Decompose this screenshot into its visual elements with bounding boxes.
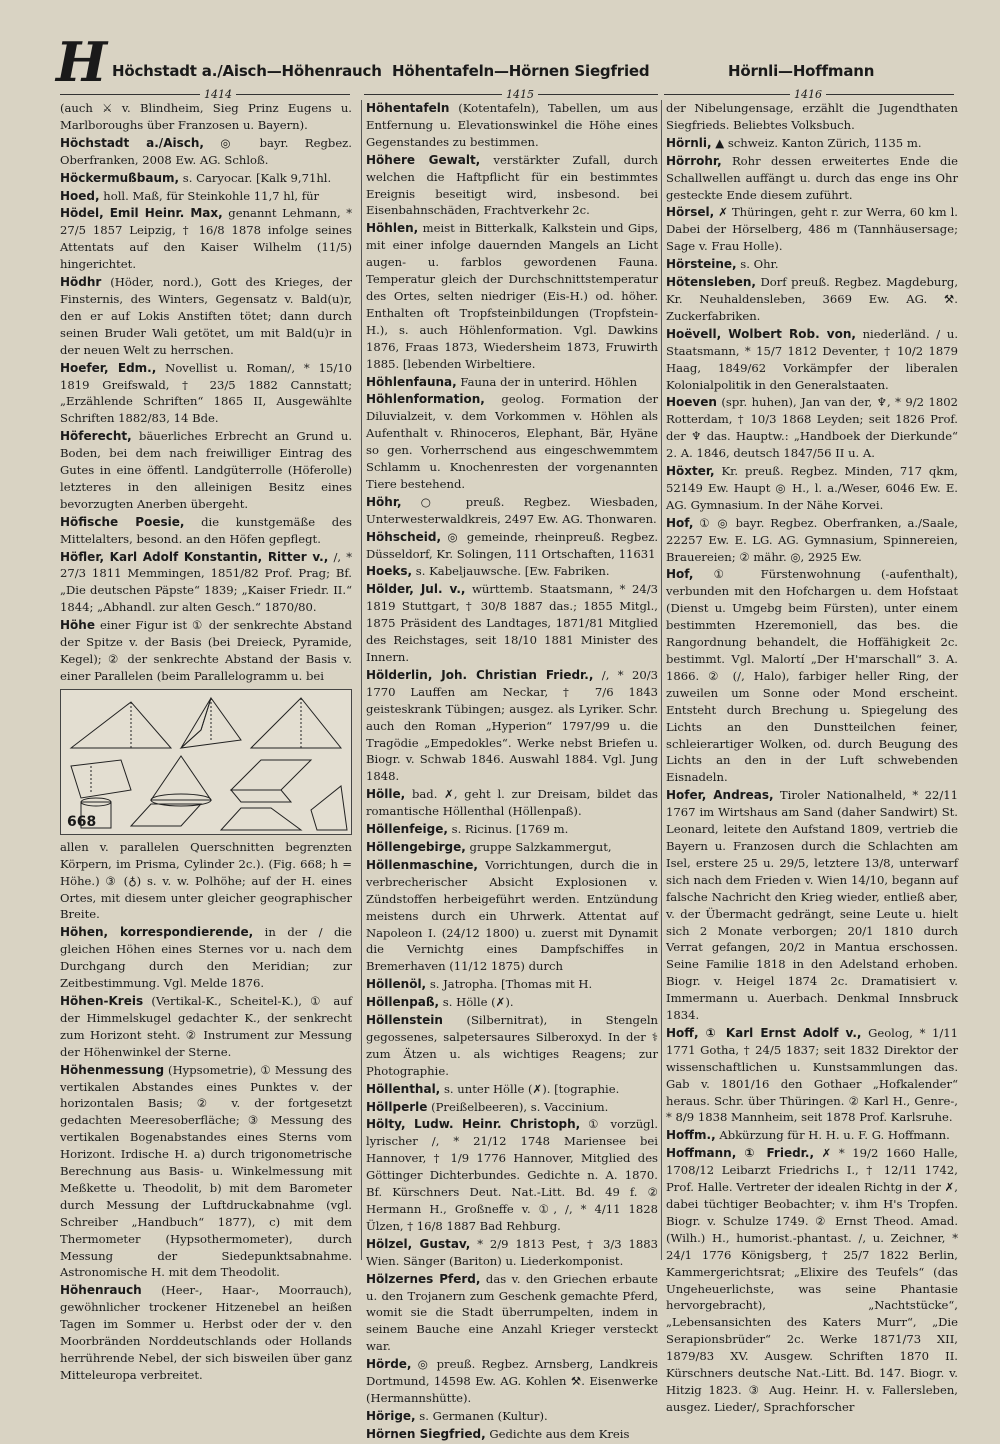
dictionary-entry	[666, 135, 958, 152]
entry-text: (Höder, nord.), Gott des Krieges, der Finsternis, des Winters, Gegensatz v. Bald(u)r, den er auf Lokis Anstiften tötet; dann durch seinen Bruder Wali getötet, um mit Bald(u)r in der neuen Welt zu herrschen.	[60, 275, 353, 357]
dictionary-entry	[366, 581, 658, 666]
dictionary-entry	[366, 857, 658, 975]
entry-headword: Hörnli,	[666, 135, 712, 150]
entry-text: (Kotentafeln), Tabellen, um aus Entfernung u. Elevationswinkel die Höhe eines Gegenstandes zu bestimmen.	[366, 101, 658, 149]
entry-text: niederländ. / u. Staatsmann, * 15/7 1812 Deventer, † 10/2 1879 Haag, 1849/62 Vorkämpfer der liberalen Kolonialpolitik in den Generalstaaten.	[666, 326, 958, 392]
dictionary-entry	[366, 1408, 658, 1425]
entry-text: bad. ✗, geht l. zur Dreisam, bildet das romantische Höllenthal (Höllenpaß).	[366, 787, 658, 819]
dictionary-entry	[366, 667, 658, 785]
entry-headword: Hörsteine,	[666, 257, 737, 272]
entry-headword: Höllenmaschine,	[366, 857, 478, 872]
entry-text: s. unter Hölle (✗). [tographie.	[443, 1081, 620, 1096]
entry-text: (Heer-, Haar-, Moorrauch), gewöhnlicher trockener Hitzenebel an heißen Tagen im Sommer u. Herbst oder der v. den Moorbränden Norddeutschlands oder Hollands herrührende Nebel, der sich bisweilen über ganz Mitteleuropa verbreitet.	[60, 1283, 352, 1382]
dictionary-entry	[666, 566, 958, 786]
entry-headword: Hölzernes Pferd,	[366, 1271, 481, 1286]
dictionary-entry	[60, 1282, 352, 1383]
entry-headword: Hoëvell, Wolbert Rob. von,	[666, 326, 856, 341]
entry-text: der Nibelungensage, erzählt die Jugendthaten Siegfrieds. Beliebtes Volksbuch.	[666, 101, 958, 132]
dictionary-entry	[366, 1356, 658, 1407]
entry-text: s. Hölle (✗).	[442, 995, 514, 1010]
dictionary-entry	[666, 100, 958, 134]
entry-text: s. Jatropha. [Thomas mit H.	[429, 977, 593, 992]
entry-headword: Hödel, Emil Heinr. Max,	[60, 206, 223, 221]
entry-headword: Höhen, korrespondierende,	[60, 925, 254, 940]
dictionary-entry	[366, 529, 658, 563]
entry-text: holl. Maß, für Steinkohle 11,7 hl, für	[103, 188, 320, 203]
entry-text: Novellist u. Roman/, * 15/10 1819 Greifswald, † 23/5 1882 Cannstatt; „Erzählende Schriften“ 1865 II, Ausgewählte Schriften 1882/83, 14 Bde.	[60, 360, 352, 426]
entry-text: geolog. Formation der Diluvialzeit, v. dem Vorkommen v. Höhlen als Aufenthalt v. Rhinoceros, Elephant, Bär, Hyäne so gen. Vorherrschend aus eingeschwemmtem Schlamm u. Knochenresten der vorgenannten Tiere bestehend.	[366, 392, 659, 491]
dictionary-entry	[666, 515, 958, 566]
dictionary-entry	[366, 786, 658, 820]
entry-text: die kunstgemäße des Mittelalters, besond. an den Höfen gepflegt.	[60, 514, 352, 546]
entry-text: gruppe Salzkammergut,	[469, 839, 612, 854]
page-number: 1414	[200, 88, 236, 101]
entry-text: ① vorzügl. lyrischer /, * 21/12 1748 Mariensee bei Hannover, † 1/9 1776 Hannover, Mitglied des Göttinger Dichterbundes. Gedichte n. A. 1870. Bf. Kürschners Deut. Nat.-Litt. Bd. 49 f. ② Hermann H., Großneffe v. ①, /, * 4/11 1828 Ülzen, † 16/8 1887 Bad Rehburg.	[366, 1117, 658, 1233]
dictionary-entry	[60, 135, 352, 169]
entry-headword: Höllenpaß,	[366, 995, 440, 1010]
entry-text: in der / die gleichen Höhen eines Sternes vor u. nach dem Durchgang durch den Meridian; zur Zeitbestimmung. Vgl. Melde 1876.	[60, 925, 352, 991]
entry-text: (Vertikal-K., Scheitel-K.), ① auf der Himmelskugel gedachter K., der senkrecht zum Horizont steht. ② Instrument zur Messung der Höhenwinkel der Sterne.	[60, 993, 352, 1059]
text-column-3	[666, 100, 958, 1417]
dictionary-entry	[366, 391, 658, 492]
entry-headword: Hölder, Jul. v.,	[366, 582, 466, 597]
dictionary-entry	[366, 1012, 658, 1080]
dictionary-entry	[60, 549, 352, 617]
dictionary-entry	[666, 326, 958, 394]
dictionary-entry	[666, 394, 958, 462]
entry-text: Dorf preuß. Regbez. Magdeburg, Kr. Neuhaldensleben, 3669 Ew. AG. ⚒. Zuckerfabriken.	[666, 275, 958, 323]
dictionary-entry	[366, 374, 658, 391]
entry-text: Abkürzung für H. H. u. F. G. Hoffmann.	[719, 1128, 950, 1143]
dictionary-entry	[666, 1025, 958, 1126]
entry-text: /, * 20/3 1770 Lauffen am Neckar, † 7/6 1843 geisteskrank Tübingen; ausgez. als Lyriker. Schr. auch den Roman „Hyperion“ 1797/99 u. die Tragödie „Empedokles“. Werke nebst Briefen u. Biogr. v. Schwab 1846. Auswahl 1884. Vgl. Jung 1848.	[366, 667, 659, 784]
running-head-right: Hörnli—Hoffmann	[728, 62, 875, 80]
entry-headword: Höhscheid,	[366, 529, 442, 544]
dictionary-entry	[366, 976, 658, 993]
entry-headword: Hölzel, Gustav,	[366, 1236, 471, 1251]
entry-headword: Höferecht,	[60, 429, 132, 444]
dictionary-entry	[666, 1127, 958, 1144]
dictionary-entry	[60, 993, 352, 1061]
entry-headword: Höllenthal,	[366, 1081, 441, 1096]
entry-headword: Höllenstein	[366, 1013, 443, 1028]
entry-headword: Hörige,	[366, 1408, 416, 1423]
entry-headword: Höhenrauch	[60, 1283, 142, 1298]
dictionary-entry	[366, 994, 658, 1011]
dictionary-entry	[366, 1081, 658, 1098]
entry-headword: Hölle,	[366, 787, 406, 802]
entry-text: s. Kabeljauwsche. [Ew. Fabriken.	[415, 564, 610, 579]
dictionary-entry	[60, 274, 352, 359]
entry-text: bäuerliches Erbrecht an Grund u. Boden, bei dem nach freiwilliger Eintrag des Gutes in eine öffentl. Landgüterrolle (Höferolle) letzteres in den alleinigen Besitz eines bevorzugten Anerben übergeht.	[60, 429, 353, 511]
entry-headword: Höhlenfauna,	[366, 374, 457, 389]
entry-headword: Höllperle	[366, 1099, 428, 1114]
entry-text: s. Germanen (Kultur).	[419, 1408, 548, 1423]
entry-text: Kr. preuß. Regbez. Minden, 717 qkm, 52149 Ew. Haupt ◎ H., l. a./Weser, 6046 Ew. E. AG. Gymnasium. In der Nähe Korvei.	[666, 464, 958, 512]
dictionary-entry	[60, 188, 352, 205]
dictionary-entry	[366, 1116, 658, 1234]
entry-text: ✗ * 19/2 1660 Halle, 1708/12 Leibarzt Friedrichs I., † 12/11 1742, Prof. Halle. Vertreter der idealen Richtg in der ✗, dabei tüchtiger Beobachter; v. ihm H's Tropfen. Biogr. v. Schulze 1749. ② Ernst Theod. Amad. (Wilh.) H., humorist.-phantast. /, u. Zeichner, * 24/1 1776 Königsberg, † 25/7 1822 Berlin, Kammergerichtsrat; „Elixire des Teufels“ (das Ungeheuerlichste, was seine Phantasie hervorgebracht), „Nachtstücke“, „Lebensansichten des Katers Murr“, „Die Serapionsbrüder“ 2c. Werke 1871/73 XII, 1879/83 XV. Ausgew. Schriften 1870 II. Kürschners deutsche Nat.-Litt. Bd. 147. Biogr. v. Hitzig 1823. ③ Aug. Heinr. H. v. Fallersleben, ausgez. Lieder/, Sprachforscher	[666, 1146, 958, 1414]
entry-text: (Silbernitrat), in Stengeln gegossenes, salpetersaures Silberoxyd. In der ⚕ zum Ätzen u. als wichtiges Reagens; zur Photographie.	[366, 1013, 659, 1078]
entry-headword: Hörnen Siegfried,	[366, 1426, 486, 1441]
entry-text: meist in Bitterkalk, Kalkstein und Gips, mit einer infolge dauernden Mangels an Licht augen- u. farblos gewordenen Fauna. Temperatur gleich der Durchschnittstemperatur des Ortes, selten niedriger (Eis-H.) od. höher. Enthalten oft Tropfsteinbildungen (Tropfstein-H.), s. auch Höhlenformation. Vgl. Dawkins 1876, Fraas 1873, Wiedersheim 1873, Fruwirth 1885. [lebenden Wirbeltiere.	[366, 221, 659, 371]
entry-text: verstärkter Zufall, durch welchen die Haftpflicht für ein bestimmtes Ereignis beseitigt wird, insbesond. bei Eisenbahnschäden, Frachtverkehr 2c.	[366, 152, 658, 218]
page-number: 1415	[502, 88, 538, 101]
entry-headword: Hoeven	[666, 395, 717, 410]
entry-text: ◎ gemeinde, rheinpreuß. Regbez. Düsseldorf, Kr. Solingen, 111 Ortschaften, 11631	[366, 529, 658, 561]
entry-text: ① ◎ bayr. Regbez. Oberfranken, a./Saale, 22257 Ew. E. LG. AG. Gymnasium, Spinnereien, Brauereien; ② mähr. ◎, 2925 Ew.	[666, 515, 959, 564]
entry-headword: Hötensleben,	[666, 275, 756, 290]
dictionary-entry	[60, 839, 352, 924]
entry-text: Rohr dessen erweitertes Ende die Schallwellen auffängt u. durch das enge ins Ohr gesteckte Ende diesem zuführt.	[666, 153, 959, 202]
entry-text: ◎ bayr. Regbez. Oberfranken, 2008 Ew. AG. Schloß.	[60, 135, 352, 167]
entry-text: s. Ricinus. [1769 m.	[451, 822, 569, 837]
entry-text: s. Ohr.	[740, 257, 779, 272]
entry-text: Geolog, * 1/11 1771 Gotha, † 24/5 1837; seit 1832 Direktor der wissenschaftlichen u. Kunstsammlungen das. Gab v. 1801/16 den Gothaer „Hofkalender“ heraus. Schr. über Thüringen. ② Karl H., Genre-, * 8/9 1838 Mannheim, seit 1878 Prof. Karlsruhe.	[666, 1025, 959, 1125]
entry-headword: Hoeks,	[366, 564, 413, 579]
entry-headword: Hölderlin, Joh. Christian Friedr.,	[366, 667, 594, 682]
entry-headword: Höllenöl,	[366, 977, 427, 992]
entry-headword: Höhlen,	[366, 221, 419, 236]
dictionary-entry	[60, 360, 352, 428]
entry-headword: Hoff, ① Karl Ernst Adolf v.,	[666, 1025, 862, 1040]
entry-text: * 2/9 1813 Pest, † 3/3 1883 Wien. Sänger (Bariton) u. Liederkomponist.	[366, 1236, 658, 1268]
figure-heights	[60, 689, 352, 835]
dictionary-entry	[60, 100, 352, 134]
entry-text: (auch ⚔ v. Blindheim, Sieg Prinz Eugens u. Marlboroughs über Franzosen u. Bayern).	[60, 101, 352, 132]
dictionary-entry	[366, 563, 658, 580]
dictionary-entry	[366, 220, 658, 372]
dictionary-entry	[60, 514, 352, 548]
dictionary-entry	[60, 170, 352, 187]
text-column-2	[366, 100, 658, 1444]
figure-number: 668	[67, 813, 97, 830]
geometry-figure	[61, 690, 351, 834]
entry-text: württemb. Staatsmann, * 24/3 1819 Stuttgart, † 30/8 1887 das.; 1855 Mitgl., 1875 Präsident des Landtages, 1871/81 Mitglied des Reichstages, seit 18/10 1881 Minister des Innern.	[366, 582, 658, 664]
dictionary-entry	[666, 787, 958, 1024]
column-divider	[661, 100, 662, 1260]
entry-text: Fauna der in unterird. Höhlen	[460, 374, 638, 389]
dictionary-entry	[60, 428, 352, 513]
entry-headword: Hoefer, Edm.,	[60, 360, 157, 375]
entry-headword: Höhr,	[366, 494, 402, 509]
entry-headword: Hoffm.,	[666, 1128, 716, 1143]
dictionary-entry	[60, 1062, 352, 1282]
entry-headword: Hoffmann, ① Friedr.,	[666, 1146, 814, 1161]
entry-text: ✗ Thüringen, geht r. zur Werra, 60 km l. Dabei der Hörselberg, 486 m (Tannhäusersage; Sage v. Frau Holle).	[666, 205, 958, 254]
entry-headword: Höfische Poesie,	[60, 514, 185, 529]
entry-text: (Preißelbeeren), s. Vaccinium.	[431, 1099, 609, 1114]
entry-text: Vorrichtungen, durch die in verbrecherischer Absicht Explosionen v. Zündstoffen herbeigeführt werden. Entzündung meistens durch ein Uhrwerk. Attentat auf Napoleon I. (24/12 1800) u. zuerst mit Dynamit die Vernichtg eines Dampfschiffes in Bremerhaven (11/12 1875) durch	[366, 857, 658, 974]
entry-headword: Höhlenformation,	[366, 392, 485, 407]
entry-text: Tiroler Nationalheld, * 22/11 1767 im Wirtshaus am Sand (daher Sandwirt) St. Leonard, leitete den Aufstand 1809, vertrieb die Bayern u. Franzosen durch die Schlachten am Isel, erstere 25 u. 29/5, letztere 13/8, unterwarf sich nach dem Frieden v. Wien 14/10, begann auf falsche Nachricht den Krieg wieder, entließ aber, v. der Übermacht gedrängt, seine Leute u. hielt sich 2 Monate verborgen; 20/1 1810 durch Verrat gefangen, 20/2 in Mantua erschossen. Seine Familie 1818 in den Adelstand erhoben. Biogr. v. Heigel 1874 2c. Dramatisiert v. Immermann u. Auerbach. Denkmal Innsbruck 1834.	[666, 788, 958, 1023]
entry-text: Gedichte aus dem Kreis	[489, 1426, 630, 1441]
entry-text: /, * 27/3 1811 Memmingen, 1851/82 Prof. Prag; Bf. „Die deutschen Päpste“ 1839; „Kaiser Friedr. II.“ 1844; „Abhandl. zur alten Gesch.“ 1870/80.	[60, 549, 353, 615]
page-header	[56, 30, 890, 94]
column-divider	[361, 100, 362, 1260]
entry-text: einer Figur ist ① der senkrechte Abstand der Spitze v. der Basis (bei Dreieck, Pyramide, Kegel); ② der senkrechte Abstand der Basis v. einer Parallelen (beim Parallelogramm u. bei	[60, 618, 352, 683]
dictionary-entry	[666, 1145, 958, 1416]
dictionary-entry	[366, 1236, 658, 1270]
entry-headword: Hörde,	[366, 1357, 412, 1372]
entry-text: (spr. huhen), Jan van der, ♆, * 9/2 1802 Rotterdam, † 10/3 1868 Leyden; seit 1826 Prof. der ♆ das. Hauptw.: „Handboek der Dierkunde“ 2. A. 1846, deutsch 1847/56 II u. A.	[666, 395, 958, 461]
entry-headword: Höhe	[60, 618, 95, 633]
dictionary-entry	[666, 256, 958, 273]
dictionary-entry	[60, 205, 352, 273]
text-column-1	[60, 100, 352, 1385]
entry-text: das v. den Griechen erbaute u. den Trojanern zum Geschenk gemachte Pferd, womit sie die Stadt überrumpelten, indem in seinem Bauche eine Anzahl Krieger versteckt war.	[366, 1271, 658, 1354]
dictionary-entry	[366, 821, 658, 838]
entry-text: genannt Lehmann, * 27/5 1857 Leipzig, † 16/8 1878 infolge seines Attentats auf den Kaiser Wilhelm (11/5) hingerichtet.	[60, 206, 352, 272]
entry-text: s. Caryocar. [Kalk 9,71hl.	[182, 170, 332, 185]
entry-text: (Hypsometrie), ① Messung des vertikalen Abstandes eines Punktes v. der horizontalen Basis; ② v. der fortgesetzt gedachten Meeresoberfläche; ③ Messung des vertikalen Bogenabstandes eines Sterns vom Horizont. Irdische H. a) durch trigonometrische Berechnung aus Basis- u. Winkelmessung mit Meßkette u. Theodolit, b) mit dem Barometer durch Messung der Luftdruckabnahme (vgl. Schreiber „Handbuch“ 1877), c) mit dem Thermometer (Hypsothermometer), durch Messung der Siedepunktsabnahme. Astronomische H. mit dem Theodolit.	[60, 1062, 352, 1280]
entry-headword: Hof,	[666, 515, 694, 530]
entry-headword: Hoed,	[60, 188, 100, 203]
entry-headword: Hölty, Ludw. Heinr. Christoph,	[366, 1117, 581, 1132]
entry-headword: Höhenmessung	[60, 1062, 165, 1077]
dictionary-entry	[366, 494, 658, 528]
entry-headword: Höhen-Kreis	[60, 993, 144, 1008]
dictionary-entry	[666, 153, 958, 204]
entry-text: ▲ schweiz. Kanton Zürich, 1135 m.	[715, 135, 922, 150]
dictionary-entry	[60, 617, 352, 685]
dictionary-entry	[666, 204, 958, 255]
entry-headword: Hörsel,	[666, 205, 715, 220]
entry-text: ◎ preuß. Regbez. Arnsberg, Landkreis Dortmund, 14598 Ew. AG. Kohlen ⚒. Eisenwerke (Hermannshütte).	[366, 1357, 658, 1405]
dictionary-entry	[666, 463, 958, 514]
entry-headword: Hofer, Andreas,	[666, 788, 774, 803]
dictionary-entry	[666, 274, 958, 325]
section-letter: H	[56, 30, 108, 94]
entry-headword: Höfler, Karl Adolf Konstantin, Ritter v.,	[60, 549, 329, 564]
dictionary-entry	[366, 1271, 658, 1356]
entry-headword: Höllenfeige,	[366, 822, 448, 837]
entry-headword: Höllengebirge,	[366, 839, 466, 854]
entry-text: allen v. parallelen Querschnitten begrenzten Körpern, im Prisma, Cylinder 2c.). (Fig. 668; h = Höhe.) ③ (♁) s. v. w. Polhöhe; auf der H. eines Ortes, mit diesem unter gleicher geographischer Breite.	[60, 839, 352, 922]
running-head-left: Höchstadt a./Aisch—Höhenrauch	[112, 62, 382, 80]
entry-headword: Hof,	[666, 567, 694, 582]
entry-headword: Höhere Gewalt,	[366, 152, 481, 167]
dictionary-entry	[366, 1426, 658, 1443]
entry-headword: Höckermußbaum,	[60, 170, 180, 185]
entry-text: ○ preuß. Regbez. Wiesbaden, Unterwesterwaldkreis, 2497 Ew. AG. Thonwaren.	[366, 494, 659, 526]
entry-headword: Höchstadt a./Aisch,	[60, 135, 204, 150]
dictionary-entry	[366, 152, 658, 220]
entry-headword: Höhentafeln	[366, 101, 450, 115]
entry-headword: Hörrohr,	[666, 153, 722, 168]
dictionary-entry	[366, 100, 658, 151]
entry-headword: Höxter,	[666, 464, 715, 479]
page-number: 1416	[790, 88, 826, 101]
dictionary-entry	[60, 924, 352, 992]
dictionary-entry	[366, 1099, 658, 1116]
running-head-center: Höhentafeln—Hörnen Siegfried	[392, 62, 650, 80]
dictionary-entry	[366, 839, 658, 856]
entry-headword: Hödhr	[60, 275, 102, 290]
entry-text: ① Fürstenwohnung (-aufenthalt), verbunden mit den Hofchargen u. dem Hofstaat (Dienst u. Umgebg beim Fürsten), unter einem bestimmten Hzeremoniell, das bes. die Rangordnung behandelt, die Hoffähigkeit 2c. bestimmt. Vgl. Malortí „Der H'marschall“ 3. A. 1866. ② (/, Halo), farbiger heller Ring, der zuweilen um Sonne oder Mond erscheint. Entsteht durch Brechung u. Spiegelung des Lichts an den Dunstteilchen feiner, schleierartiger Wolken, od. durch Beugung des Lichts an den in der Luft schwebenden Eisnadeln.	[666, 567, 959, 785]
